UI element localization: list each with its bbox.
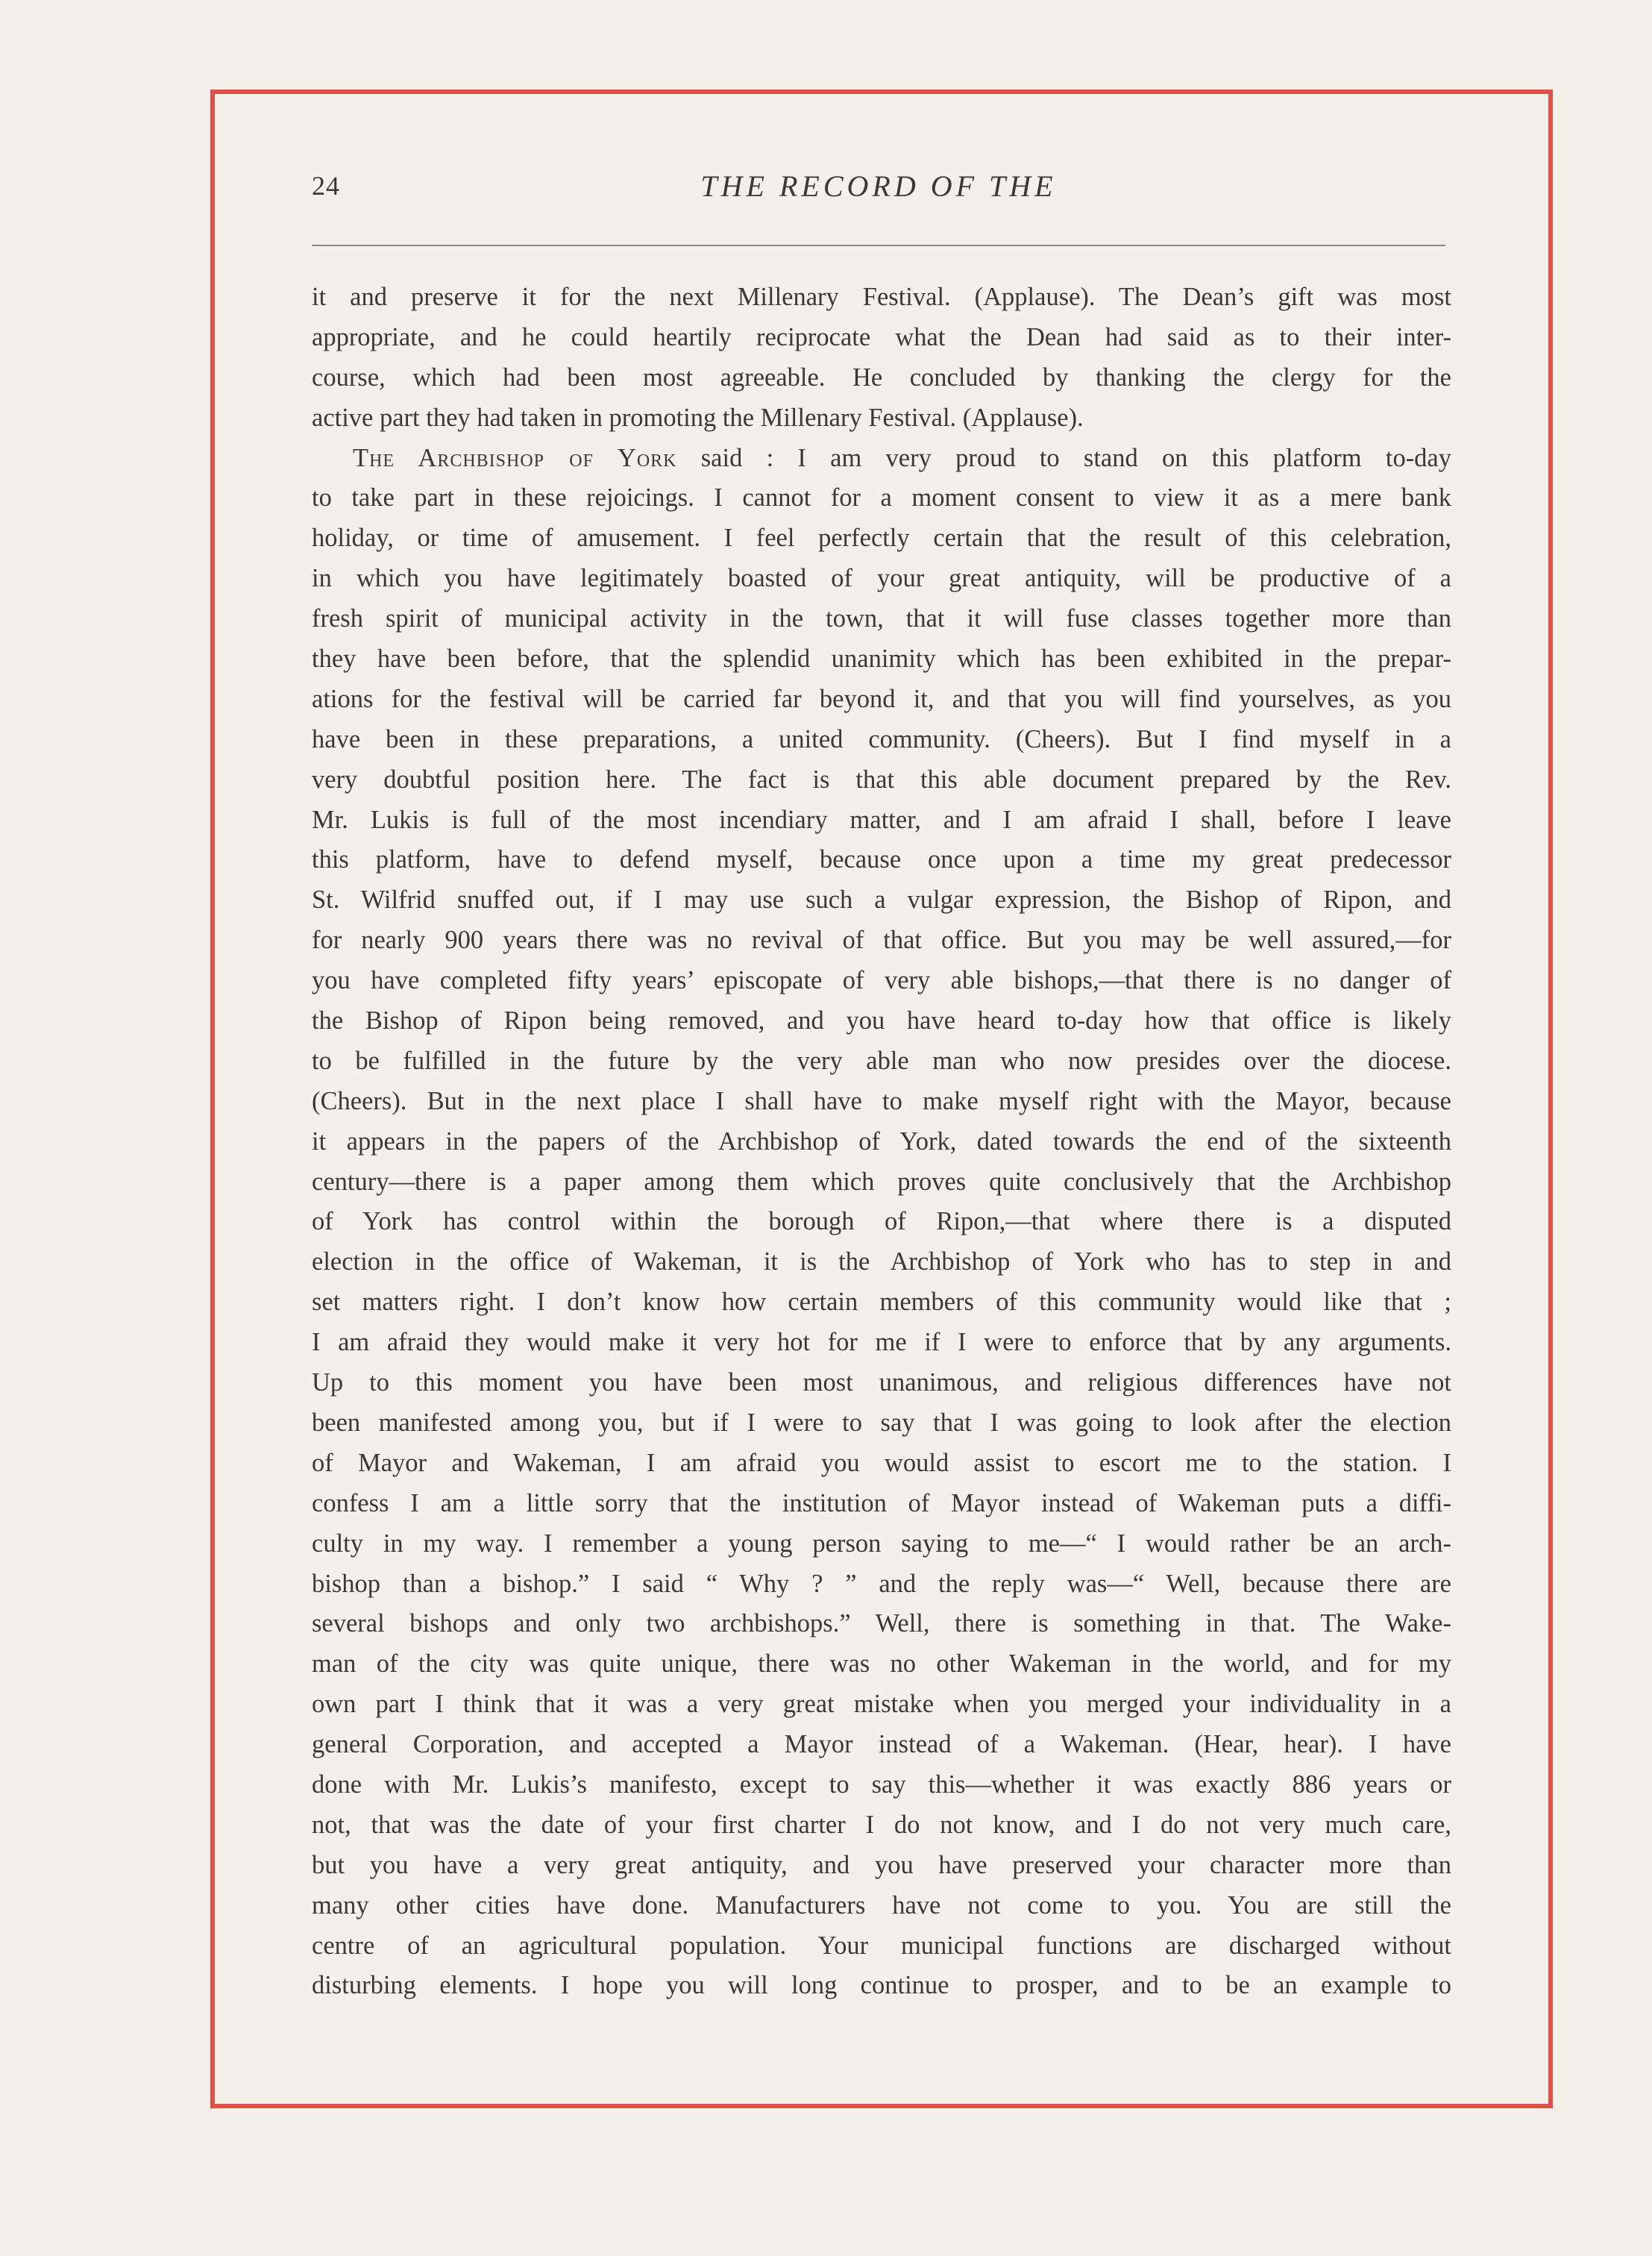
text-line: general Corporation, and accepted a Mayor instead of a Wakeman. (Hear, hear). I have: [312, 1730, 1451, 1759]
text-line: to take part in these rejoicings. I cannot for a moment consent to view it as a mere bank: [312, 483, 1451, 513]
text-line: active part they had taken in promoting the Millenary Festival. (Applause).: [312, 403, 1084, 432]
text-line: I am afraid they would make it very hot for me if I were to enforce that by any arguments.: [312, 1328, 1451, 1357]
text-line: confess I am a little sorry that the institution of Mayor instead of Wakeman puts a diffi-: [312, 1488, 1451, 1517]
text-line: to be fulfilled in the future by the very able man who now presides over the diocese.: [312, 1046, 1451, 1075]
text-line: this platform, have to defend myself, because once upon a time my great predecessor: [312, 845, 1451, 874]
text-line: man of the city was quite unique, there was no other Wakeman in the world, and for my: [312, 1649, 1451, 1679]
text-line: many other cities have done. Manufacturers have not come to you. You are still the: [312, 1890, 1451, 1920]
text-line: St. Wilfrid snuffed out, if I may use such a vulgar expression, the Bishop of Ripon, and: [312, 886, 1451, 915]
text-line: appropriate, and he could heartily reciprocate what the Dean had said as to their inter-: [312, 322, 1451, 351]
page-header: [312, 163, 1445, 215]
text-line: election in the office of Wakeman, it is the Archbishop of York who has to step in and: [312, 1247, 1451, 1276]
text-line: holiday, or time of amusement. I feel perfectly certain that the result of this celebration,: [312, 524, 1451, 553]
text-line-rest: said : I am very proud to stand on this platform to-day: [676, 443, 1451, 472]
text-line: been manifested among you, but if I were to say that I was going to look after the election: [312, 1408, 1451, 1437]
text-line: set matters right. I don’t know how certain members of this community would like that ;: [312, 1288, 1451, 1317]
text-line: of Mayor and Wakeman, I am afraid you would assist to escort me to the station. I: [312, 1448, 1451, 1477]
text-line: several bishops and only two archbishops.” Well, there is something in that. The Wake-: [312, 1609, 1451, 1638]
paragraph-start-line: [312, 439, 1451, 479]
body-text: [312, 278, 1451, 2006]
text-line: in which you have legitimately boasted of your great antiquity, will be productive of a: [312, 564, 1451, 593]
text-line: fresh spirit of municipal activity in the town, that it will fuse classes together more than: [312, 604, 1451, 633]
text-line: done with Mr. Lukis’s manifesto, except to say this—whether it was exactly 886 years or: [312, 1770, 1451, 1799]
text-line: centre of an agricultural population. Your municipal functions are discharged without: [312, 1931, 1451, 1960]
text-line: Mr. Lukis is full of the most incendiary matter, and I am afraid I shall, before I leave: [312, 805, 1451, 834]
text-line: own part I think that it was a very great mistake when you merged your individuality in a: [312, 1690, 1451, 1719]
text-line: the Bishop of Ripon being removed, and you have heard to-day how that office is likely: [312, 1006, 1451, 1035]
text-line: not, that was the date of your first charter I do not know, and I do not very much care,: [312, 1810, 1451, 1839]
text-line: it appears in the papers of the Archbishop of York, dated towards the end of the sixteenth: [312, 1127, 1451, 1156]
text-line: you have completed fifty years’ episcopate of very able bishops,—that there is no danger of: [312, 966, 1451, 995]
text-line: very doubtful position here. The fact is that this able document prepared by the Rev.: [312, 765, 1451, 794]
text-line: ations for the festival will be carried far beyond it, and that you will find yourselves, as you: [312, 684, 1451, 713]
speaker-name: The Archbishop of York: [353, 443, 677, 472]
page-number: 24: [312, 171, 340, 201]
text-line: it and preserve it for the next Millenary Festival. (Applause). The Dean’s gift was most: [312, 283, 1451, 311]
text-line: of York has control within the borough of Ripon,—that where there is a disputed: [312, 1207, 1451, 1236]
text-line: (Cheers). But in the next place I shall have to make myself right with the Mayor, because: [312, 1086, 1451, 1115]
text-line: for nearly 900 years there was no revival of that office. But you may be well assured,—for: [312, 926, 1451, 955]
text-line: disturbing elements. I hope you will long continue to prosper, and to be an example to: [312, 1971, 1451, 2000]
text-line: century—there is a paper among them which proves quite conclusively that the Archbishop: [312, 1167, 1451, 1196]
running-title: THE RECORD OF THE: [700, 169, 1057, 203]
text-line: but you have a very great antiquity, and you have preserved your character more than: [312, 1850, 1451, 1879]
header-rule: [312, 245, 1445, 246]
text-line: Up to this moment you have been most unanimous, and religious differences have not: [312, 1368, 1451, 1397]
text-line: they have been before, that the splendid unanimity which has been exhibited in the prepar-: [312, 645, 1451, 674]
text-line: culty in my way. I remember a young person saying to me—“ I would rather be an arch-: [312, 1529, 1451, 1558]
text-line: course, which had been most agreeable. He concluded by thanking the clergy for the: [312, 363, 1451, 392]
text-line: bishop than a bishop.” I said “ Why ? ” and the reply was—“ Well, because there are: [312, 1569, 1451, 1598]
text-line: have been in these preparations, a united community. (Cheers). But I find myself in a: [312, 724, 1451, 753]
